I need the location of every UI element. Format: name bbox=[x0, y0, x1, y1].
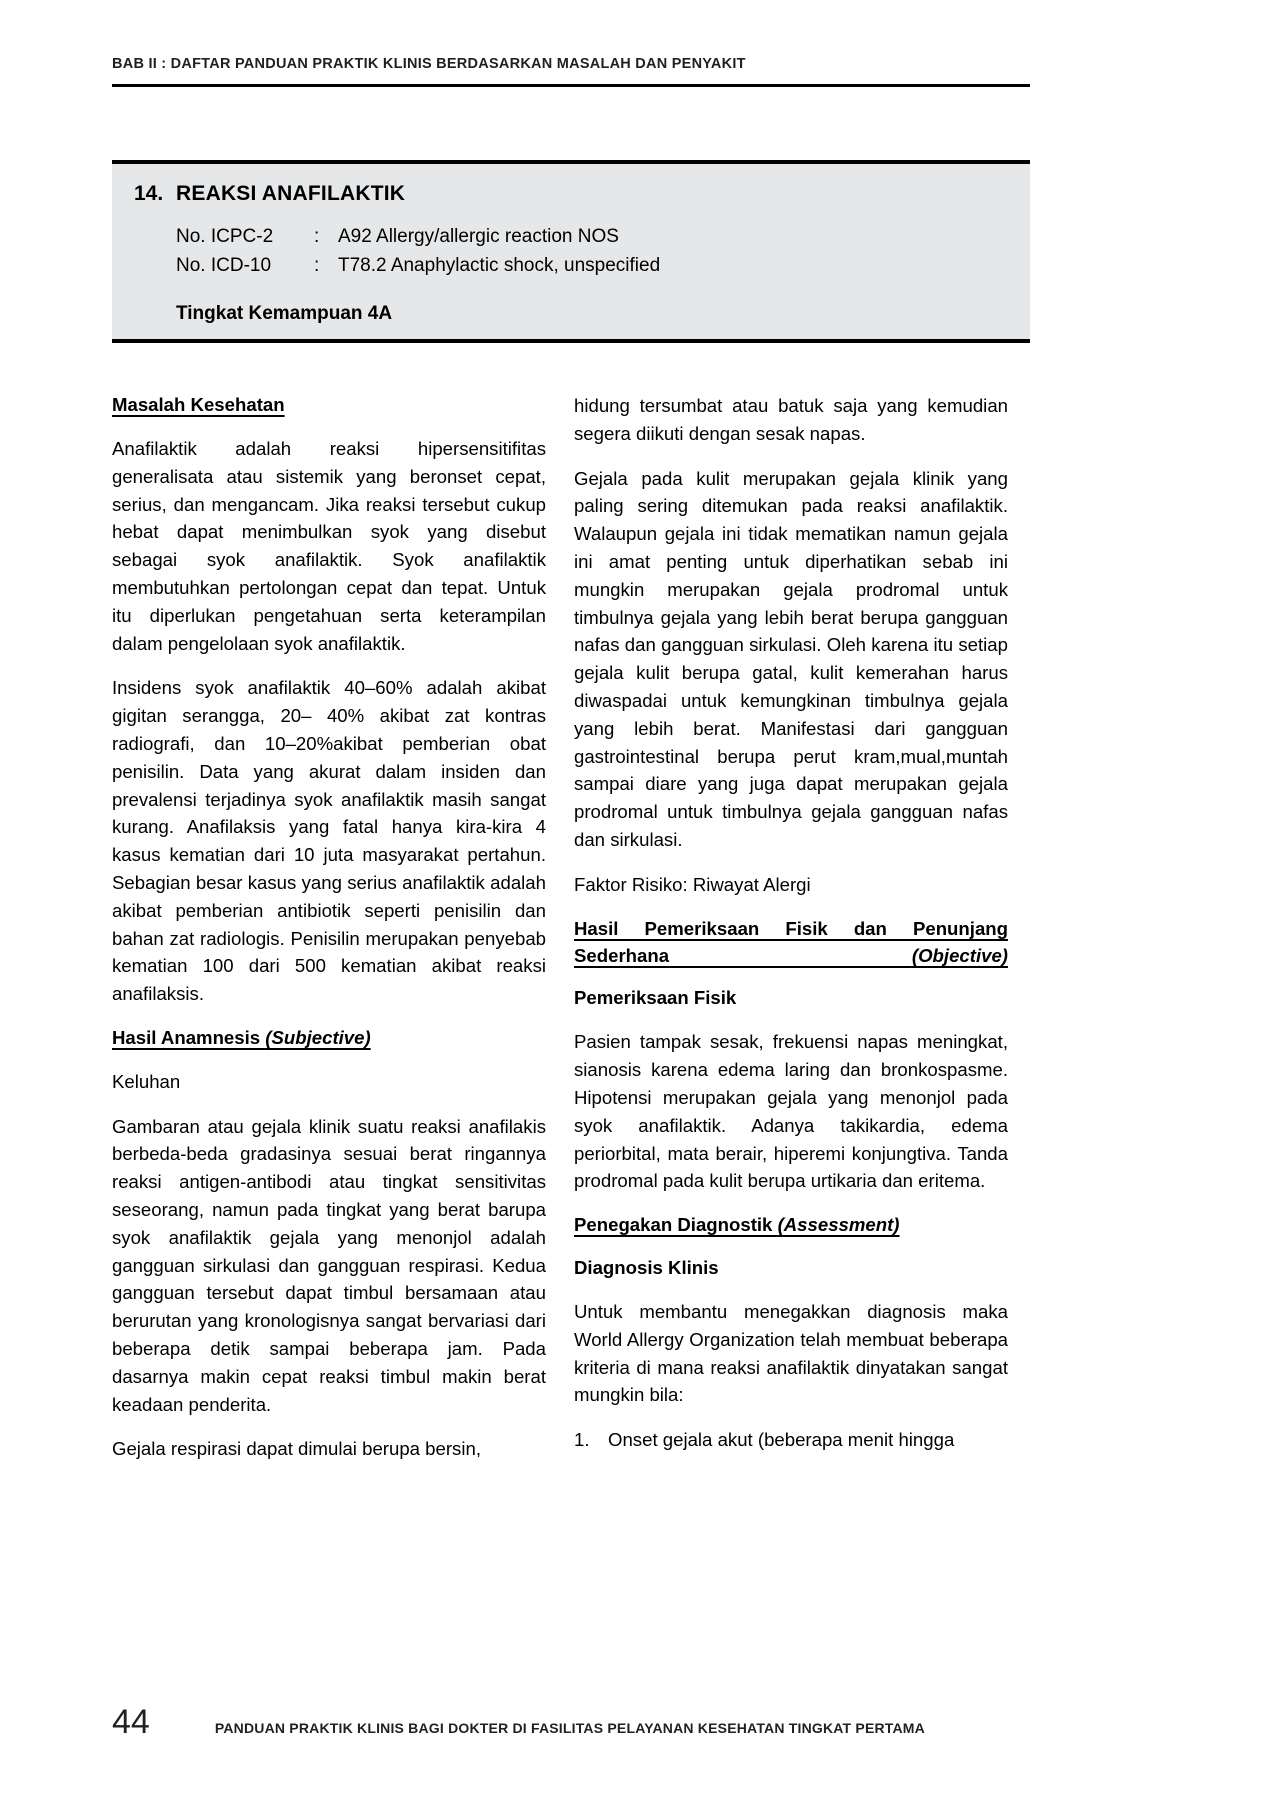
paragraph-gejala-respirasi: Gejala respirasi dapat dimulai berupa bersin, bbox=[112, 1438, 481, 1460]
list-item-number: 1. bbox=[574, 1429, 590, 1451]
criteria-list bbox=[574, 1426, 1008, 1454]
code-label: No. ICPC-2 bbox=[176, 226, 274, 247]
heading-penegakan-diagnostik-label: Penegakan Diagnostik bbox=[574, 1214, 778, 1236]
heading-masalah-kesehatan-label: Masalah Kesehatan bbox=[112, 394, 285, 415]
paragraph-pemeriksaan-fisik-detail: Pasien tampak sesak, frekuensi napas meningkat, sianosis karena edema laring dan bronkospasme. Hipotensi merupakan gejala yang menonjol pada syok anafilaktik. Adanya takikardia, edema periorbital, mata berair, hiperemi konjungtiva. Tanda prodromal pada kulit berupa urtikaria dan eritema. bbox=[574, 1031, 1008, 1192]
footer-title: PANDUAN PRAKTIK KLINIS BAGI DOKTER DI FASILITAS PELAYANAN KESEHATAN TINGKAT PERTAMA bbox=[214, 1720, 925, 1736]
body-columns bbox=[112, 392, 1030, 1460]
paragraph-gejala-kulit: Gejala pada kulit merupakan gejala klinik yang paling sering ditemukan pada reaksi anafilaktik. Walaupun gejala ini tidak mematikan namun gejala ini amat penting untuk diperhatikan sebab ini mungkin merupakan gejala prodromal untuk timbulnya gejala yang lebih berat berupa gangguan nafas dan gangguan sirkulasi. Oleh karena itu setiap gejala kulit berupa gatal, kulit kemerahan harus diwaspadai untuk kemungkinan timbulnya gejala yang lebih berat. Manifestasi dari gangguan gastrointestinal berupa perut kram,mual,muntah sampai diare yang juga dapat merupakan gejala prodromal untuk timbulnya gejala gangguan nafas dan sirkulasi. bbox=[574, 467, 1008, 850]
code-colon: : bbox=[314, 254, 320, 276]
heading-hasil-pemeriksaan-fisik bbox=[574, 916, 1008, 970]
heading-masalah-kesehatan bbox=[112, 392, 546, 419]
paragraph-insidens: Insidens syok anafilaktik 40–60% adalah akibat gigitan serangga, 20– 40% akibat zat kontras radiografi, dan 10–20%akibat pemberian obat penisilin. Data yang akurat dalam insiden dan prevalensi terjadinya syok anafilaktik masih sangat kurang. Anafilaksis yang fatal hanya kira-kira 4 kasus kematian dari 10 juta masyarakat pertahun. Sebagian besar kasus yang serius anafilaktik adalah akibat pemberian antibiotik seperti penisilin dan bahan zat radiologis. Penisilin merupakan penyebab kematian 100 dari 500 kematian akibat reaksi anafilaksis. bbox=[112, 677, 546, 1005]
running-head bbox=[112, 56, 1030, 87]
paragraph-keluhan-label: Keluhan bbox=[112, 1070, 181, 1092]
paragraph-hidung-tersumbat: hidung tersumbat atau batuk saja yang kemudian segera diikuti dengan sesak napas. bbox=[574, 395, 1008, 444]
left-column bbox=[112, 392, 546, 1463]
code-row bbox=[176, 223, 1030, 252]
disease-name: REAKSI ANAFILAKTIK bbox=[176, 182, 406, 205]
list-item-text: Onset gejala akut (beberapa menit hingga bbox=[608, 1429, 955, 1451]
list-item bbox=[574, 1426, 1008, 1454]
heading-hasil-pemeriksaan-fisik-objective: (Objective) bbox=[911, 944, 1008, 966]
page-number: 44 bbox=[112, 1703, 150, 1741]
paragraph-gambaran-gejala: Gambaran atau gejala klinik suatu reaksi anafilakis berbeda-beda gradasinya sesuai berat ringannya reaksi antigen-antibodi atau tingkat sensitivitas seseorang, namun pada tingkat yang berat barupa syok anafilaktik gejala yang menonjol adalah gangguan sirkulasi dan gangguan respirasi. Kedua gangguan tersebut dapat timbul bersamaan atau berurutan yang kronologisnya sangat bervariasi dari beberapa detik sampai beberapa jam. Pada dasarnya makin cepat reaksi timbul makin berat keadaan penderita. bbox=[112, 1115, 546, 1415]
subheading-diagnosis-klinis: Diagnosis Klinis bbox=[574, 1257, 719, 1279]
running-head-text: BAB II : DAFTAR PANDUAN PRAKTIK KLINIS BERDASARKAN MASALAH DAN PENYAKIT bbox=[112, 56, 746, 72]
page-footer bbox=[112, 1703, 1030, 1742]
code-value: A92 Allergy/allergic reaction NOS bbox=[338, 226, 619, 247]
heading-hasil-pemeriksaan-fisik-label: Hasil Pemeriksaan Fisik dan Penunjang Sederhana bbox=[574, 917, 1008, 966]
heading-penegakan-diagnostik-assessment: (Assessment) bbox=[777, 1214, 900, 1236]
disease-title-row bbox=[112, 182, 1030, 206]
code-colon: : bbox=[314, 226, 320, 247]
right-column bbox=[574, 392, 1008, 1454]
competence-level: Tingkat Kemampuan 4A bbox=[176, 302, 393, 324]
heading-hasil-anamnesis bbox=[112, 1025, 546, 1052]
code-label: No. ICD-10 bbox=[176, 254, 272, 276]
running-head-rule bbox=[112, 84, 1030, 87]
heading-hasil-anamnesis-label: Hasil Anamnesis bbox=[112, 1026, 266, 1048]
subheading-pemeriksaan-fisik: Pemeriksaan Fisik bbox=[574, 987, 737, 1009]
paragraph-anafilaktik-definisi: Anafilaktik adalah reaksi hipersensitifitas generalisata atau sistemik yang beronset cepat, serius, dan mengancam. Jika reaksi tersebut cukup hebat dapat menimbulkan syok yang disebut sebagai syok anafilaktik. Syok anafilaktik membutuhkan pertolongan cepat dan tepat. Untuk itu diperlukan pengetahuan serta keterampilan dalam pengelolaan syok anafilaktik. bbox=[112, 437, 546, 654]
disease-number: 14. bbox=[134, 182, 164, 205]
heading-penegakan-diagnostik bbox=[574, 1212, 1008, 1239]
paragraph-kriteria-who: Untuk membantu menegakkan diagnosis maka World Allergy Organization telah membuat beberapa kriteria di mana reaksi anafilaktik dinyatakan sangat mungkin bila: bbox=[574, 1301, 1008, 1406]
paragraph-faktor-risiko: Faktor Risiko: Riwayat Alergi bbox=[574, 873, 811, 895]
code-value: T78.2 Anaphylactic shock, unspecified bbox=[338, 254, 661, 276]
disease-title-block bbox=[112, 160, 1030, 343]
code-row bbox=[176, 252, 1030, 281]
heading-hasil-anamnesis-subjective: (Subjective) bbox=[265, 1026, 371, 1048]
code-list bbox=[112, 223, 1030, 281]
